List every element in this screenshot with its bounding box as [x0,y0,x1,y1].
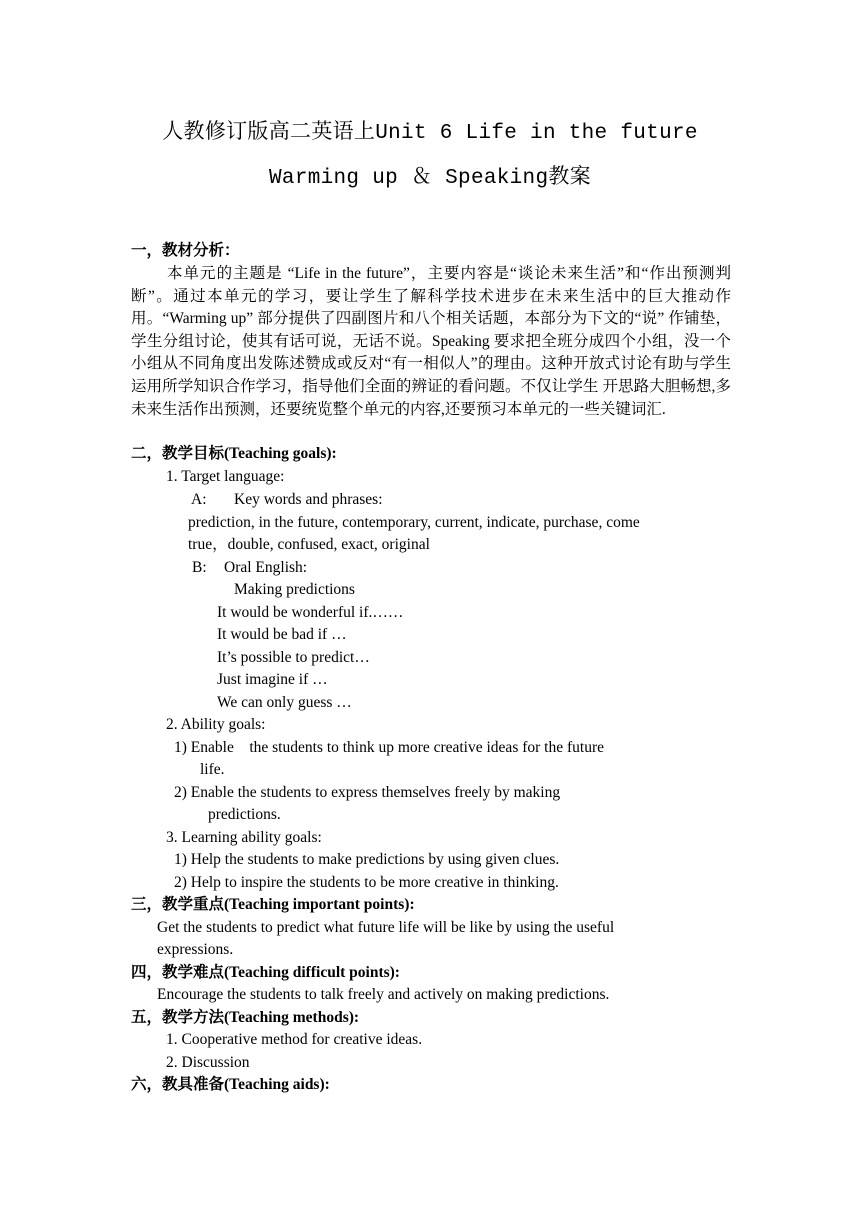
section1-paragraph: 本单元的主题是 “Life in the future”，主要内容是“谈论未来生活”和“作出预测判断”。通过本单元的学习，要让学生了解科学技术进步在未来生活中的巨大推动作用。“Warming up” 部分提供了四副图片和八个相关话题，本部分为下文的“说” 作铺垫，学生分组讨论，使其有话可说，无话不说。Speaking 要求把全班分成四个小组，没一个小组从不同角度出发陈述赞成或反对“有一相似人”的理由。这种开放式讨论有助与学生运用所学知识合作学习，指导他们全面的辨证的看问题。不仅让学生 开思路大胆畅想,多未来生活作出预测，还要统览整个单元的内容,还要预习本单元的一些关键词汇. [131,265,731,418]
section6-heading: 六，教具准备(Teaching aids): [131,1076,330,1093]
phrase-item: We can only guess … [217,694,352,711]
ability-item-1a: 1) Enable the students to think up more creative ideas for the future [174,739,604,756]
b-label: B: [192,559,207,576]
section4-heading: 四，教学难点(Teaching difficult points): [131,964,400,981]
learning-item-2: 2) Help to inspire the students to be more creative in thinking. [174,874,559,891]
doc-title-line1: 人教修订版高二英语上Unit 6 Life in the future [162,122,698,145]
phrase-item: It would be wonderful if.…… [217,604,404,621]
doc-title-line2: Warming up ＆ Speaking教案 [269,167,591,190]
ability-item-1b: life. [200,761,225,778]
section2-heading: 二，教学目标(Teaching goals): [131,445,337,462]
section3-line1: Get the students to predict what future life will be like by using the useful [157,919,615,936]
section4-line1: Encourage the students to talk freely and actively on making predictions. [157,986,610,1003]
learning-item-1: 1) Help the students to make predictions by using given clues. [174,851,560,868]
method-item-2: 2. Discussion [166,1054,250,1071]
a-label: A: [191,491,207,508]
phrase-item: It’s possible to predict… [217,649,370,666]
b-title: Oral English: [224,559,308,576]
ability-item-2b: predictions. [208,806,281,823]
target-language: 1. Target language: [166,468,285,485]
ability-item-2a: 2) Enable the students to express themselves freely by making [174,784,561,801]
section3-line2: expressions. [157,941,234,958]
section1-heading: 一，教材分析： [131,242,240,259]
words-line1: prediction, in the future, contemporary, current, indicate, purchase, come [188,514,640,531]
making-predictions: Making predictions [234,581,355,598]
section5-heading: 五，教学方法(Teaching methods): [131,1009,360,1026]
a-title: Key words and phrases: [234,491,383,508]
learning-goals: 3. Learning ability goals: [166,829,322,846]
phrase-item: Just imagine if … [217,671,328,688]
method-item-1: 1. Cooperative method for creative ideas. [166,1031,423,1048]
section3-heading: 三，教学重点(Teaching important points): [131,896,415,913]
phrase-item: It would be bad if … [217,626,347,643]
words-line2: true，double, confused, exact, original [188,536,430,553]
ability-goals: 2. Ability goals: [166,716,266,733]
